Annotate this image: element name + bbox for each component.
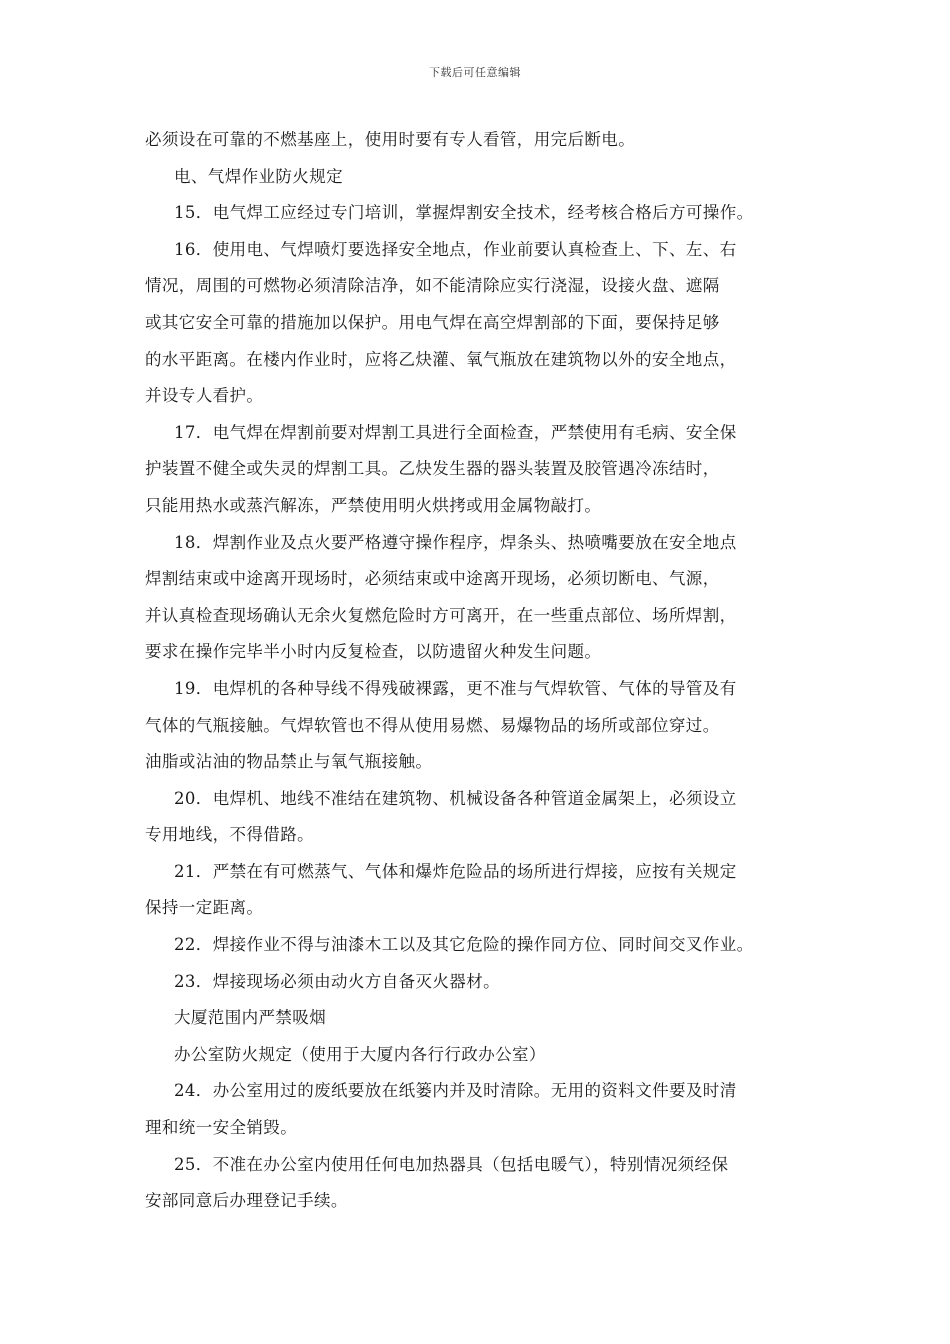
text-line: 必须设在可靠的不燃基座上，使用时要有专人看管，用完后断电。	[145, 130, 636, 149]
text-line: 18．焊割作业及点火要严格遵守操作程序，焊条头、热喷嘴要放在安全地点	[174, 532, 737, 552]
document-body	[145, 122, 825, 1220]
text-line: 办公室防火规定（使用于大厦内各行行政办公室）	[174, 1044, 546, 1064]
text-line: 或其它安全可靠的措施加以保护。用电气焊在高空焊割部的下面，要保持足够	[145, 312, 720, 332]
text-line: 16．使用电、气焊喷灯要选择安全地点，作业前要认真检查上、下、左、右	[174, 239, 737, 259]
text-line: 15．电气焊工应经过专门培训，掌握焊割安全技术，经考核合格后方可操作。	[174, 203, 754, 223]
text-line: 并认真检查现场确认无余火复燃危险时方可离开，在一些重点部位、场所焊割，	[145, 605, 737, 625]
text-line: 19．电焊机的各种导线不得残破裸露，更不准与气焊软管、气体的导管及有	[174, 678, 737, 698]
text-line: 21．严禁在有可燃蒸气、气体和爆炸危险品的场所进行焊接，应按有关规定	[174, 861, 737, 881]
text-line: 安部同意后办理登记手续。	[145, 1191, 348, 1211]
text-line: 22．焊接作业不得与油漆木工以及其它危险的操作同方位、同时间交叉作业。	[174, 935, 754, 955]
text-line: 25．不准在办公室内使用任何电加热器具（包括电暖气），特别情况须经保	[174, 1154, 729, 1174]
text-line: 20．电焊机、地线不准结在建筑物、机械设备各种管道金属架上，必须设立	[174, 788, 737, 808]
text-line: 17．电气焊在焊割前要对焊割工具进行全面检查，严禁使用有毛病、安全保	[174, 422, 737, 442]
text-line: 大厦范围内严禁吸烟	[174, 1008, 327, 1028]
text-line: 保持一定距离。	[145, 898, 264, 918]
text-line: 23．焊接现场必须由动火方自备灭火器材。	[174, 971, 500, 991]
text-line: 电、气焊作业防火规定	[174, 166, 343, 186]
text-line: 的水平距离。在楼内作业时，应将乙炔灌、氧气瓶放在建筑物以外的安全地点，	[145, 349, 737, 369]
text-line: 情况，周围的可燃物必须清除洁净，如不能清除应实行浇湿，设接火盘、遮隔	[145, 276, 720, 296]
text-line: 只能用热水或蒸汽解冻，严禁使用明火烘拷或用金属物敲打。	[145, 495, 602, 515]
text-line: 理和统一安全销毁。	[145, 1118, 298, 1138]
text-line: 24．办公室用过的废纸要放在纸篓内并及时清除。无用的资料文件要及时清	[174, 1081, 737, 1101]
text-line: 护装置不健全或失灵的焊割工具。乙炔发生器的器头装置及胶管遇冷冻结时，	[145, 459, 720, 479]
text-line: 专用地线，不得借路。	[145, 825, 314, 845]
text-line: 气体的气瓶接触。气焊软管也不得从使用易燃、易爆物品的场所或部位穿过。	[145, 715, 720, 735]
text-line: 要求在操作完毕半小时内反复检查，以防遗留火种发生问题。	[145, 642, 602, 662]
page-header: 下载后可任意编辑	[429, 66, 521, 79]
text-line: 焊割结束或中途离开现场时，必须结束或中途离开现场，必须切断电、气源，	[145, 569, 720, 589]
text-line: 油脂或沾油的物品禁止与氧气瓶接触。	[145, 752, 433, 772]
text-line: 并设专人看护。	[145, 386, 264, 406]
